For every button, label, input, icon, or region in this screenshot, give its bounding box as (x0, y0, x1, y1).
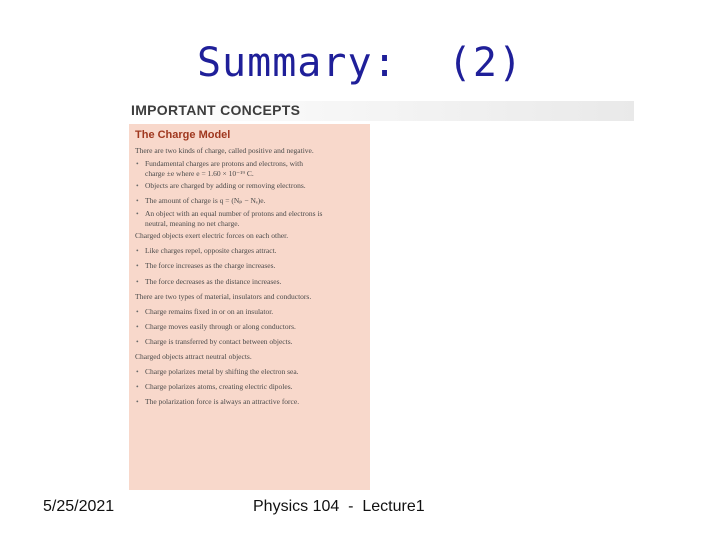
footer-course: Physics 104 - Lecture1 (253, 498, 425, 515)
list-item: • Charge polarizes atoms, creating electric dipoles. (135, 379, 366, 394)
important-concepts-label: IMPORTANT CONCEPTS (131, 102, 301, 118)
forces-heading: Charged objects exert electric forces on each other. (135, 231, 289, 241)
list-item: • Charge remains fixed in or on an insulator. (135, 304, 366, 319)
list-item: • Fundamental charges are protons and electrons, with (135, 158, 366, 169)
slide-title: Summary: (2) (196, 40, 524, 86)
list-item: • Like charges repel, opposite charges attract. (135, 243, 366, 258)
list-item: • Charge moves easily through or along conductors. (135, 319, 366, 334)
materials-heading: There are two types of material, insulators and conductors. (135, 291, 312, 301)
list-item: • The force increases as the charge increases. (135, 258, 366, 273)
footer-date: 5/25/2021 (43, 498, 115, 515)
list-item: • The force decreases as the distance increases. (135, 274, 366, 289)
list-item: • Charge polarizes metal by shifting the electron sea. (135, 364, 366, 379)
important-concepts-header (128, 101, 634, 121)
list-item: • The polarization force is always an attractive force. (135, 394, 366, 409)
list-item: • Charge is transferred by contact between objects. (135, 334, 366, 349)
neutral-heading: Charged objects attract neutral objects. (135, 352, 252, 362)
list-item: • The amount of charge is q = (Nₚ − Nₑ)e. (135, 193, 366, 208)
panel-title: The Charge Model (135, 129, 231, 141)
list-item: • An object with an equal number of protons and electrons is (135, 208, 366, 219)
list-item: • Objects are charged by adding or removing electrons. (135, 178, 366, 193)
charge-model-panel (129, 124, 370, 490)
intro-text: There are two kinds of charge, called positive and negative. (135, 146, 314, 155)
list-item-continuation: charge ±e where e = 1.60 × 10⁻¹⁹ C. (145, 169, 254, 179)
list-item-continuation: neutral, meaning no net charge. (145, 219, 240, 229)
